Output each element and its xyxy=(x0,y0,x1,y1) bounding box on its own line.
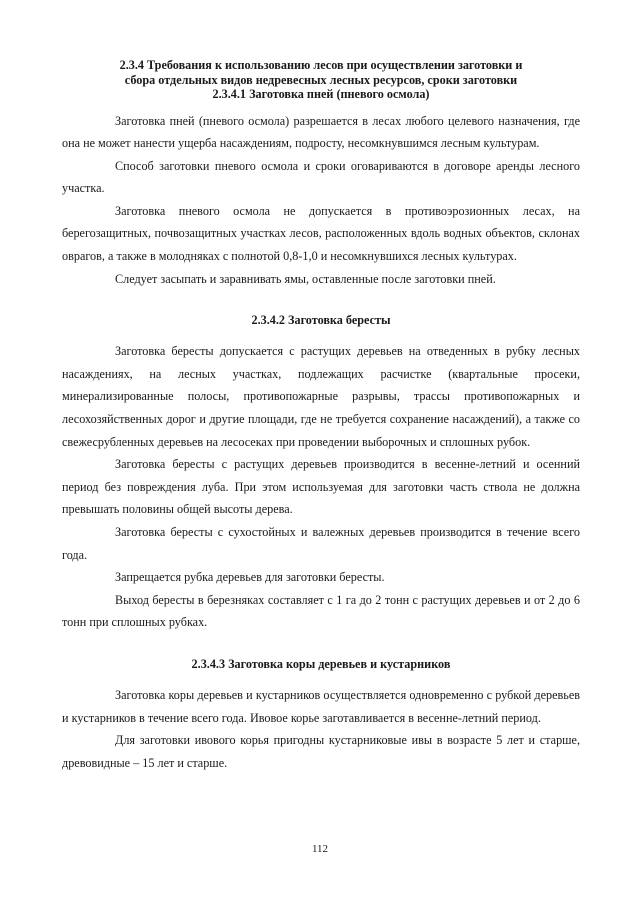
subsection-title-2343: 2.3.4.3 Заготовка коры деревьев и кустарников xyxy=(191,656,451,671)
paragraph: Следует засыпать и заравнивать ямы, оставленные после заготовки пней. xyxy=(115,271,496,286)
paragraph: Заготовка бересты с растущих деревьев производится в весенне-летний и осенний период без повреждения луба. При этом используемая для заготовки часть ствола не должна превышать половины общей высоты дерева. xyxy=(62,457,580,517)
paragraph: Заготовка пневого осмола не допускается в противоэрозионных лесах, на берегозащитных, почвозащитных участках лесов, расположенных вдоль водных объектов, склонах оврагов, а также в молодняках с полнотой 0,8-1,0 и несомкнувшихся лесных культурах. xyxy=(62,203,580,264)
paragraph: Способ заготовки пневого осмола и сроки оговариваются в договоре аренды лесного участка. xyxy=(62,158,580,196)
section-heading xyxy=(62,58,580,102)
subsection-title-2342: 2.3.4.2 Заготовка бересты xyxy=(251,313,391,328)
paragraph: Выход бересты в березняках составляет с 1 га до 2 тонн с растущих деревьев и от 2 до 6 тонн при сплошных рубках. xyxy=(62,592,580,630)
paragraph: Заготовка коры деревьев и кустарников осуществляется одновременно с рубкой деревьев и кустарников в течение всего года. Ивовое корье заготавливается в весенне-летний период. xyxy=(62,687,580,725)
document-page xyxy=(62,58,580,774)
paragraph: Заготовка пней (пневого осмола) разрешается в лесах любого целевого назначения, где она не может нанести ущерба насаждениям, подросту, несомкнувшимся лесным культурам. xyxy=(62,113,580,151)
paragraph: Запрещается рубка деревьев для заготовки бересты. xyxy=(115,570,385,585)
section-title-line-1: 2.3.4 Требования к использованию лесов при осуществлении заготовки и xyxy=(119,58,523,72)
paragraph: Заготовка бересты допускается с растущих деревьев на отведенных в рубку лесных насаждениях, на лесных участках, подлежащих расчистке (квартальные просеки, минерализированные полосы, противопожарные разрывы, трассы противопожарных и лесохозяйственных дорог и другие площади, где не требуется сохранение насаждений), а также со свежесрубленных деревьев на лесосеках при проведении выборочных и сплошных рубок. xyxy=(62,344,580,449)
paragraph: Для заготовки ивового корья пригодны кустарниковые ивы в возрасте 5 лет и старше, древовидные – 15 лет и старше. xyxy=(62,733,580,770)
paragraph: Заготовка бересты с сухостойных и валежных деревьев производится в течение всего года. xyxy=(62,525,580,562)
page-number: 112 xyxy=(311,843,329,855)
section-title-line-2: сбора отдельных видов недревесных лесных ресурсов, сроки заготовки xyxy=(124,72,518,87)
subsection-title-2341: 2.3.4.1 Заготовка пней (пневого осмола) xyxy=(212,87,430,101)
